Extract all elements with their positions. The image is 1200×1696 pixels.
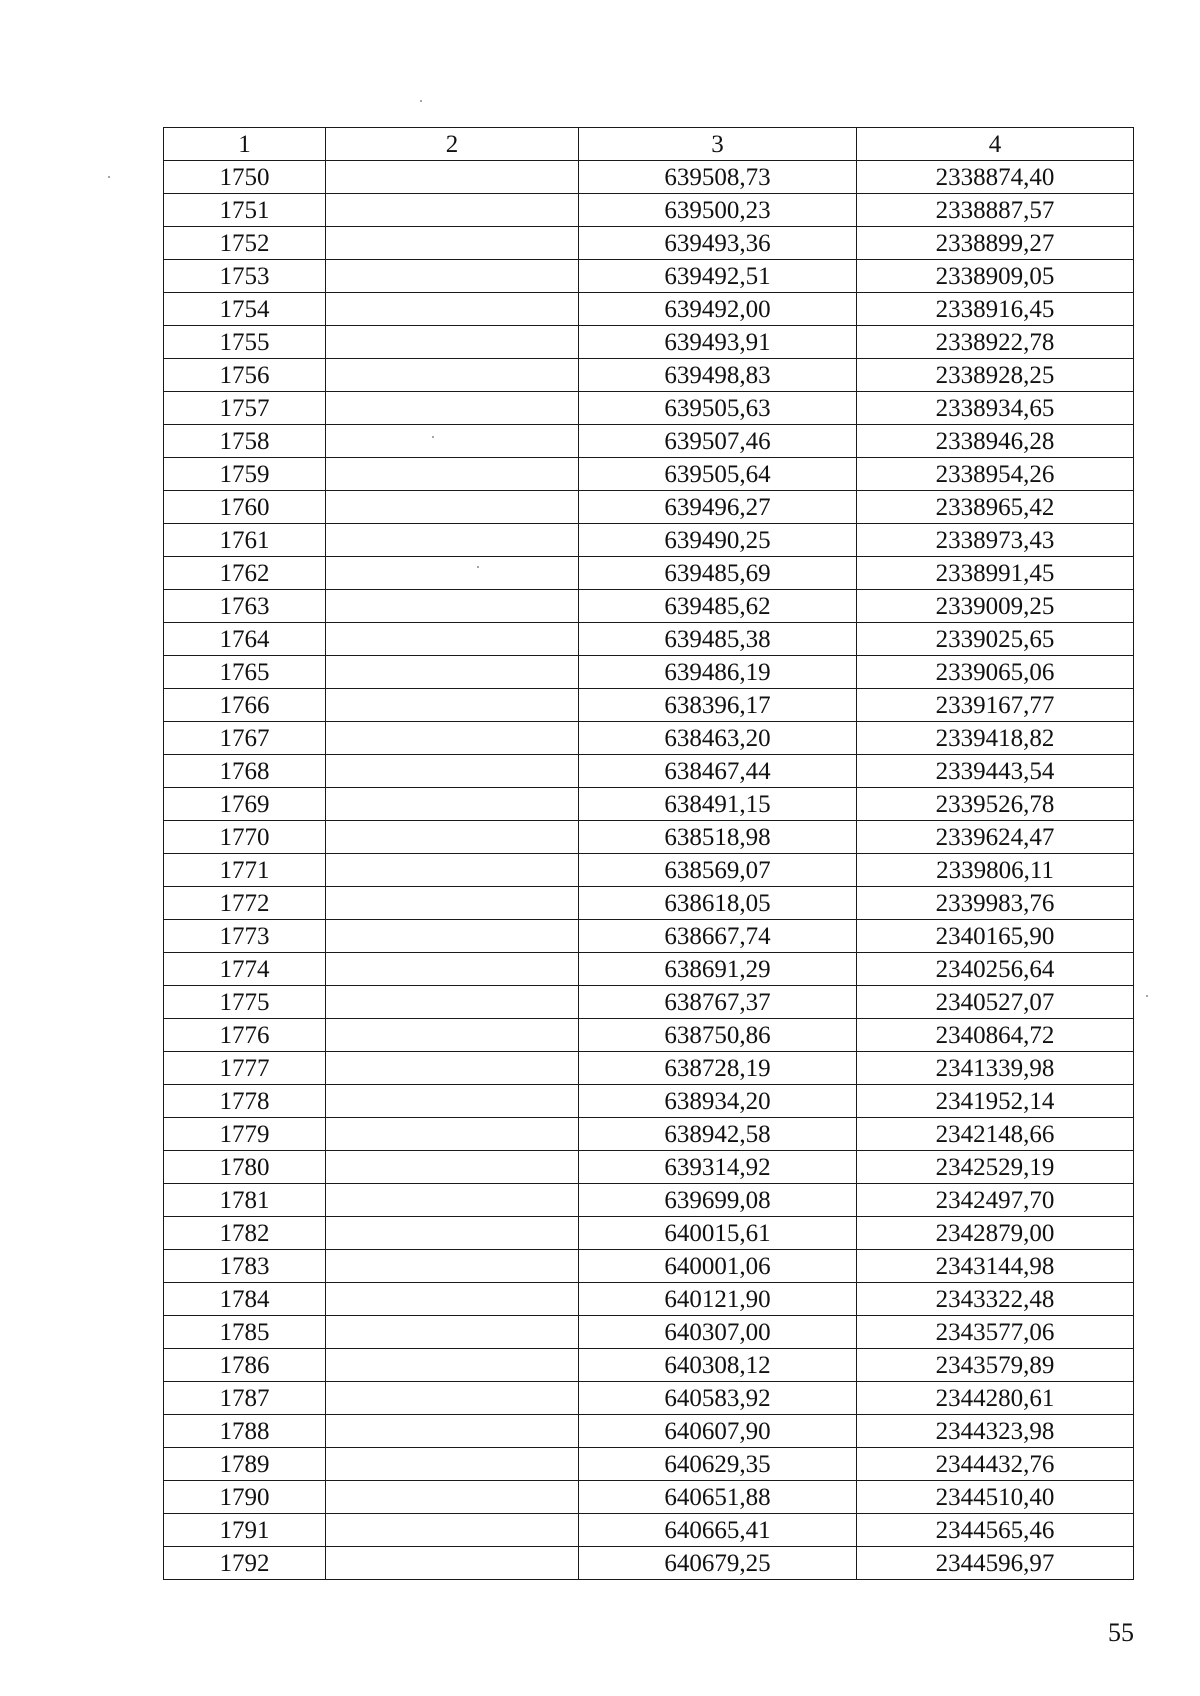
table-row: [164, 986, 1134, 1019]
table-row: [164, 260, 1134, 293]
blank-cell: [326, 689, 579, 722]
point-number-cell: 1785: [164, 1316, 326, 1349]
header-col-4: 4: [857, 128, 1134, 161]
scan-speck: [108, 176, 110, 178]
blank-cell: [326, 1085, 579, 1118]
table-row: [164, 590, 1134, 623]
x-coordinate-cell: 639492,00: [579, 293, 857, 326]
x-coordinate-cell: 640665,41: [579, 1514, 857, 1547]
table-row: [164, 524, 1134, 557]
blank-cell: [326, 953, 579, 986]
x-coordinate-cell: 638691,29: [579, 953, 857, 986]
table-row: [164, 1052, 1134, 1085]
table-row: [164, 1349, 1134, 1382]
point-number-cell: 1765: [164, 656, 326, 689]
point-number-cell: 1790: [164, 1481, 326, 1514]
blank-cell: [326, 326, 579, 359]
x-coordinate-cell: 639508,73: [579, 161, 857, 194]
table-row: [164, 359, 1134, 392]
y-coordinate-cell: 2341339,98: [857, 1052, 1134, 1085]
header-col-3: 3: [579, 128, 857, 161]
y-coordinate-cell: 2340256,64: [857, 953, 1134, 986]
y-coordinate-cell: 2339065,06: [857, 656, 1134, 689]
y-coordinate-cell: 2343577,06: [857, 1316, 1134, 1349]
blank-cell: [326, 1481, 579, 1514]
scan-speck: [420, 100, 422, 102]
blank-cell: [326, 1448, 579, 1481]
point-number-cell: 1778: [164, 1085, 326, 1118]
x-coordinate-cell: 639496,27: [579, 491, 857, 524]
table-row: [164, 1481, 1134, 1514]
point-number-cell: 1777: [164, 1052, 326, 1085]
x-coordinate-cell: 639493,36: [579, 227, 857, 260]
table-row: [164, 1448, 1134, 1481]
table-header: [164, 128, 1134, 161]
x-coordinate-cell: 638942,58: [579, 1118, 857, 1151]
table-row: [164, 227, 1134, 260]
table-row: [164, 1217, 1134, 1250]
table-row: [164, 1118, 1134, 1151]
table-row: [164, 1514, 1134, 1547]
blank-cell: [326, 1052, 579, 1085]
point-number-cell: 1782: [164, 1217, 326, 1250]
point-number-cell: 1753: [164, 260, 326, 293]
point-number-cell: 1769: [164, 788, 326, 821]
point-number-cell: 1780: [164, 1151, 326, 1184]
y-coordinate-cell: 2338922,78: [857, 326, 1134, 359]
table-row: [164, 1415, 1134, 1448]
y-coordinate-cell: 2339009,25: [857, 590, 1134, 623]
y-coordinate-cell: 2339025,65: [857, 623, 1134, 656]
blank-cell: [326, 590, 579, 623]
point-number-cell: 1754: [164, 293, 326, 326]
y-coordinate-cell: 2339624,47: [857, 821, 1134, 854]
table-row: [164, 887, 1134, 920]
y-coordinate-cell: 2344280,61: [857, 1382, 1134, 1415]
table-row: [164, 1184, 1134, 1217]
table-row: [164, 491, 1134, 524]
table-body: [164, 161, 1134, 1580]
blank-cell: [326, 1217, 579, 1250]
x-coordinate-cell: 638667,74: [579, 920, 857, 953]
blank-cell: [326, 623, 579, 656]
table-row: [164, 656, 1134, 689]
x-coordinate-cell: 639314,92: [579, 1151, 857, 1184]
blank-cell: [326, 194, 579, 227]
x-coordinate-cell: 638569,07: [579, 854, 857, 887]
y-coordinate-cell: 2339418,82: [857, 722, 1134, 755]
blank-cell: [326, 854, 579, 887]
point-number-cell: 1772: [164, 887, 326, 920]
blank-cell: [326, 1514, 579, 1547]
blank-cell: [326, 524, 579, 557]
x-coordinate-cell: 639498,83: [579, 359, 857, 392]
y-coordinate-cell: 2343322,48: [857, 1283, 1134, 1316]
blank-cell: [326, 1019, 579, 1052]
point-number-cell: 1757: [164, 392, 326, 425]
table-row: [164, 194, 1134, 227]
blank-cell: [326, 887, 579, 920]
x-coordinate-cell: 638396,17: [579, 689, 857, 722]
table-row: [164, 1382, 1134, 1415]
table-row: [164, 1085, 1134, 1118]
y-coordinate-cell: 2338916,45: [857, 293, 1134, 326]
blank-cell: [326, 1184, 579, 1217]
y-coordinate-cell: 2342529,19: [857, 1151, 1134, 1184]
x-coordinate-cell: 638463,20: [579, 722, 857, 755]
blank-cell: [326, 986, 579, 1019]
point-number-cell: 1786: [164, 1349, 326, 1382]
table-row: [164, 1019, 1134, 1052]
y-coordinate-cell: 2339526,78: [857, 788, 1134, 821]
x-coordinate-cell: 639492,51: [579, 260, 857, 293]
blank-cell: [326, 1316, 579, 1349]
blank-cell: [326, 425, 579, 458]
y-coordinate-cell: 2340165,90: [857, 920, 1134, 953]
y-coordinate-cell: 2338991,45: [857, 557, 1134, 590]
table-row: [164, 1283, 1134, 1316]
x-coordinate-cell: 638750,86: [579, 1019, 857, 1052]
blank-cell: [326, 1547, 579, 1580]
header-row: [164, 128, 1134, 161]
point-number-cell: 1764: [164, 623, 326, 656]
y-coordinate-cell: 2338874,40: [857, 161, 1134, 194]
point-number-cell: 1770: [164, 821, 326, 854]
coordinates-table: [163, 127, 1134, 1580]
y-coordinate-cell: 2338965,42: [857, 491, 1134, 524]
blank-cell: [326, 161, 579, 194]
y-coordinate-cell: 2339806,11: [857, 854, 1134, 887]
table-row: [164, 326, 1134, 359]
y-coordinate-cell: 2344432,76: [857, 1448, 1134, 1481]
table-row: [164, 920, 1134, 953]
blank-cell: [326, 788, 579, 821]
x-coordinate-cell: 639493,91: [579, 326, 857, 359]
y-coordinate-cell: 2339443,54: [857, 755, 1134, 788]
blank-cell: [326, 491, 579, 524]
blank-cell: [326, 359, 579, 392]
x-coordinate-cell: 638518,98: [579, 821, 857, 854]
x-coordinate-cell: 638934,20: [579, 1085, 857, 1118]
y-coordinate-cell: 2338934,65: [857, 392, 1134, 425]
table-row: [164, 557, 1134, 590]
y-coordinate-cell: 2341952,14: [857, 1085, 1134, 1118]
point-number-cell: 1762: [164, 557, 326, 590]
table-row: [164, 1250, 1134, 1283]
y-coordinate-cell: 2339983,76: [857, 887, 1134, 920]
point-number-cell: 1789: [164, 1448, 326, 1481]
blank-cell: [326, 1250, 579, 1283]
x-coordinate-cell: 640679,25: [579, 1547, 857, 1580]
y-coordinate-cell: 2344596,97: [857, 1547, 1134, 1580]
point-number-cell: 1774: [164, 953, 326, 986]
point-number-cell: 1784: [164, 1283, 326, 1316]
header-col-1: 1: [164, 128, 326, 161]
blank-cell: [326, 1118, 579, 1151]
point-number-cell: 1751: [164, 194, 326, 227]
blank-cell: [326, 293, 579, 326]
y-coordinate-cell: 2338887,57: [857, 194, 1134, 227]
point-number-cell: 1788: [164, 1415, 326, 1448]
point-number-cell: 1773: [164, 920, 326, 953]
table-row: [164, 161, 1134, 194]
scan-speck: [1146, 995, 1148, 997]
y-coordinate-cell: 2339167,77: [857, 689, 1134, 722]
table-row: [164, 623, 1134, 656]
x-coordinate-cell: 640583,92: [579, 1382, 857, 1415]
y-coordinate-cell: 2338973,43: [857, 524, 1134, 557]
table-row: [164, 293, 1134, 326]
point-number-cell: 1750: [164, 161, 326, 194]
y-coordinate-cell: 2342148,66: [857, 1118, 1134, 1151]
x-coordinate-cell: 640121,90: [579, 1283, 857, 1316]
x-coordinate-cell: 640607,90: [579, 1415, 857, 1448]
y-coordinate-cell: 2340864,72: [857, 1019, 1134, 1052]
x-coordinate-cell: 638491,15: [579, 788, 857, 821]
table-row: [164, 854, 1134, 887]
x-coordinate-cell: 639500,23: [579, 194, 857, 227]
x-coordinate-cell: 638618,05: [579, 887, 857, 920]
blank-cell: [326, 656, 579, 689]
x-coordinate-cell: 639485,69: [579, 557, 857, 590]
x-coordinate-cell: 639485,62: [579, 590, 857, 623]
x-coordinate-cell: 640015,61: [579, 1217, 857, 1250]
blank-cell: [326, 458, 579, 491]
y-coordinate-cell: 2338909,05: [857, 260, 1134, 293]
point-number-cell: 1759: [164, 458, 326, 491]
x-coordinate-cell: 640001,06: [579, 1250, 857, 1283]
blank-cell: [326, 227, 579, 260]
point-number-cell: 1766: [164, 689, 326, 722]
point-number-cell: 1756: [164, 359, 326, 392]
point-number-cell: 1779: [164, 1118, 326, 1151]
blank-cell: [326, 1349, 579, 1382]
x-coordinate-cell: 639505,64: [579, 458, 857, 491]
table-row: [164, 722, 1134, 755]
x-coordinate-cell: 639485,38: [579, 623, 857, 656]
blank-cell: [326, 821, 579, 854]
point-number-cell: 1767: [164, 722, 326, 755]
x-coordinate-cell: 639699,08: [579, 1184, 857, 1217]
point-number-cell: 1761: [164, 524, 326, 557]
header-col-2: 2: [326, 128, 579, 161]
point-number-cell: 1781: [164, 1184, 326, 1217]
blank-cell: [326, 557, 579, 590]
blank-cell: [326, 755, 579, 788]
y-coordinate-cell: 2344323,98: [857, 1415, 1134, 1448]
y-coordinate-cell: 2344565,46: [857, 1514, 1134, 1547]
blank-cell: [326, 722, 579, 755]
blank-cell: [326, 1382, 579, 1415]
point-number-cell: 1768: [164, 755, 326, 788]
y-coordinate-cell: 2344510,40: [857, 1481, 1134, 1514]
table-row: [164, 1151, 1134, 1184]
y-coordinate-cell: 2342497,70: [857, 1184, 1134, 1217]
y-coordinate-cell: 2342879,00: [857, 1217, 1134, 1250]
y-coordinate-cell: 2343144,98: [857, 1250, 1134, 1283]
x-coordinate-cell: 640651,88: [579, 1481, 857, 1514]
y-coordinate-cell: 2338946,28: [857, 425, 1134, 458]
y-coordinate-cell: 2338928,25: [857, 359, 1134, 392]
x-coordinate-cell: 639486,19: [579, 656, 857, 689]
point-number-cell: 1758: [164, 425, 326, 458]
point-number-cell: 1763: [164, 590, 326, 623]
table-row: [164, 392, 1134, 425]
blank-cell: [326, 392, 579, 425]
x-coordinate-cell: 640629,35: [579, 1448, 857, 1481]
y-coordinate-cell: 2338954,26: [857, 458, 1134, 491]
point-number-cell: 1776: [164, 1019, 326, 1052]
table-row: [164, 1547, 1134, 1580]
point-number-cell: 1783: [164, 1250, 326, 1283]
x-coordinate-cell: 640307,00: [579, 1316, 857, 1349]
y-coordinate-cell: 2343579,89: [857, 1349, 1134, 1382]
blank-cell: [326, 920, 579, 953]
blank-cell: [326, 1283, 579, 1316]
blank-cell: [326, 1415, 579, 1448]
table-row: [164, 1316, 1134, 1349]
x-coordinate-cell: 639507,46: [579, 425, 857, 458]
x-coordinate-cell: 638767,37: [579, 986, 857, 1019]
point-number-cell: 1760: [164, 491, 326, 524]
table-row: [164, 689, 1134, 722]
table-row: [164, 953, 1134, 986]
table-row: [164, 458, 1134, 491]
point-number-cell: 1771: [164, 854, 326, 887]
table-row: [164, 821, 1134, 854]
y-coordinate-cell: 2340527,07: [857, 986, 1134, 1019]
x-coordinate-cell: 640308,12: [579, 1349, 857, 1382]
blank-cell: [326, 260, 579, 293]
point-number-cell: 1752: [164, 227, 326, 260]
table-row: [164, 788, 1134, 821]
y-coordinate-cell: 2338899,27: [857, 227, 1134, 260]
blank-cell: [326, 1151, 579, 1184]
x-coordinate-cell: 638467,44: [579, 755, 857, 788]
table-row: [164, 425, 1134, 458]
x-coordinate-cell: 639505,63: [579, 392, 857, 425]
point-number-cell: 1792: [164, 1547, 326, 1580]
table-row: [164, 755, 1134, 788]
page-number: 55: [1108, 1618, 1134, 1647]
point-number-cell: 1787: [164, 1382, 326, 1415]
point-number-cell: 1755: [164, 326, 326, 359]
point-number-cell: 1775: [164, 986, 326, 1019]
x-coordinate-cell: 639490,25: [579, 524, 857, 557]
point-number-cell: 1791: [164, 1514, 326, 1547]
x-coordinate-cell: 638728,19: [579, 1052, 857, 1085]
